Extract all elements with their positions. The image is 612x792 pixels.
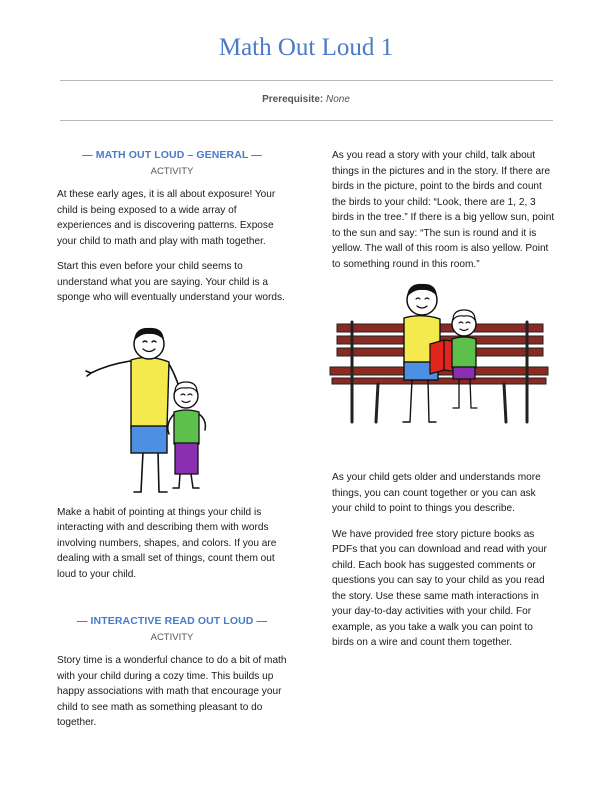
section-heading-read-aloud: — INTERACTIVE READ OUT LOUD — (76, 615, 268, 627)
illustration-parent-child (57, 316, 287, 493)
prerequisite-label: Prerequisite: (262, 94, 324, 105)
paragraph-pointing-habit: Make a habit of pointing at things your child is interacting with and describing them with words involving numbers, shapes, and colors. If you are dealing with a small set of things, count them out loud to your child. (57, 506, 277, 580)
illustration-bench-reading (322, 282, 557, 462)
child-green-shirt (174, 410, 199, 444)
right-column (332, 148, 557, 661)
prerequisite-line (0, 94, 612, 105)
paragraph-read-story: As you read a story with your child, talk about things in the pictures and in the story. If there are birds in the picture, point to the birds and count the birds to your child: “Look, there are 1, 2, 3 birds in the tree.” If there is a big yellow sun, point to the sun and say: “The sun is round and it is yellow. The wall of this room is also yellow. Point to something round in this room.” (332, 150, 555, 270)
parent-yellow-shirt (131, 357, 169, 428)
section-subheading-general: ACTIVITY (150, 165, 194, 177)
paragraph-story-books: We have provided free story picture books as PDFs that you can download and read with your child. Each book has suggested comments or questions you can say to your child as you read the story. Use these same math interactions in your day-to-day activities with your child. For example, as you take a walk you can point to birds on a wire and count them together. (332, 528, 547, 648)
page-title: Math Out Loud 1 (218, 34, 394, 61)
child-purple-shorts (175, 443, 198, 474)
paragraph-start-early: Start this even before your child seems to understand what you are saying. Your child is a sponge who will eventually understand your words. (57, 261, 285, 303)
parent-pointing-with-child-illustration (57, 316, 287, 493)
bottom-divider (60, 120, 553, 121)
top-divider (60, 80, 553, 81)
prerequisite-value: None (326, 94, 350, 105)
paragraph-story-time: Story time is a wonderful chance to do a bit of math with your child during a cozy time. This builds up happy associations with math that encourage your child to see math as something pleasant to do together. (57, 655, 287, 728)
paragraph-exposure: At these early ages, it is all about exposure! Your child is being exposed to a wide array of experiences and is discovering patterns. Expose your child to math and play with math together. (57, 189, 276, 247)
paragraph-older-child: As your child gets older and understands more things, you can count together or you can ask your child to point to things you describe. (332, 472, 541, 514)
left-column (57, 148, 287, 741)
section-heading-general: — MATH OUT LOUD – GENERAL — (82, 149, 262, 161)
parent-reading-book-on-bench-illustration (322, 282, 562, 458)
parent-blue-pants (131, 426, 167, 453)
section-subheading-read-aloud: ACTIVITY (150, 631, 194, 643)
